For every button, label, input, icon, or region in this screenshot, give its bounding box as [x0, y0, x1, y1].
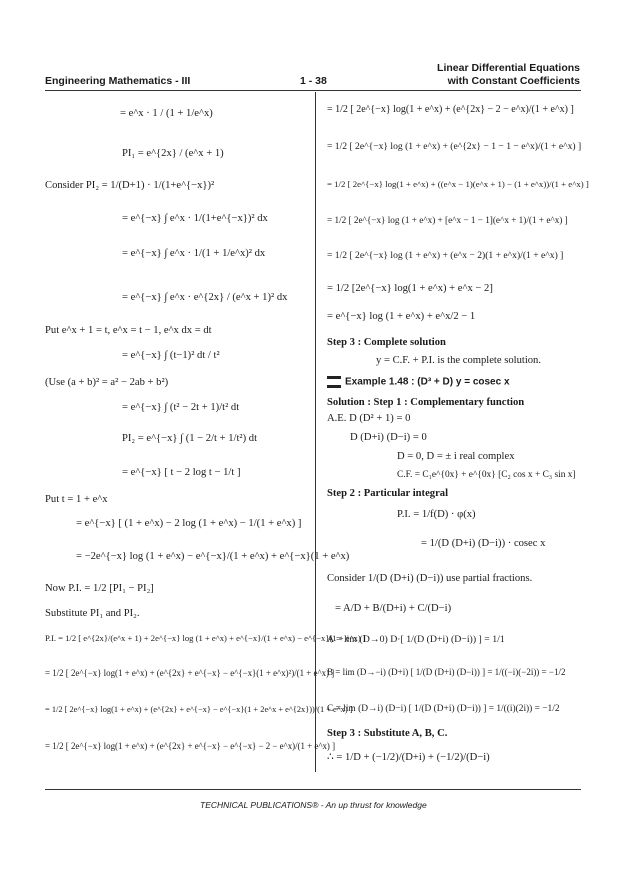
eq-line: = e^x · 1 / (1 + 1/e^x)	[120, 108, 213, 119]
footer-text: TECHNICAL PUBLICATIONS® - An up thrust for knowledge	[200, 800, 427, 810]
eq-line: = e^{−x} log (1 + e^x) + e^x/2 − 1	[327, 311, 476, 322]
eq-line: A.E. D (D² + 1) = 0	[327, 413, 411, 424]
eq-line: = e^{−x} [ (1 + e^x) − 2 log (1 + e^x) − 1/(1 + e^x) ]	[76, 518, 302, 529]
footer-rule	[45, 789, 581, 790]
eq-line: = 1/2 [ 2e^{−x} log (1 + e^x) + [e^x − 1 − 1](e^x + 1)/(1 + e^x) ]	[327, 215, 568, 225]
eq-line: A = lim (D→0) D·[ 1/(D (D+i) (D−i)) ] = 1/1	[327, 634, 505, 645]
eq-line: = e^{−x} ∫ (t² − 2t + 1)/t² dt	[122, 402, 240, 413]
eq-line: = −2e^{−x} log (1 + e^x) − e^{−x}/(1 + e^x) + e^{−x}(1 + e^x)	[76, 551, 350, 562]
eq-line: C = lim (D→i) (D−i) [ 1/(D (D+i) (D−i)) ] = 1/((i)(2i)) = −1/2	[327, 704, 560, 714]
step-heading: Step 2 : Particular integral	[327, 488, 449, 499]
eq-line: Now P.I. = 1/2 [PI₁ − PI₂]	[45, 583, 154, 594]
eq-line: ∴ = 1/D + (−1/2)/(D+i) + (−1/2)/(D−i)	[327, 752, 490, 763]
eq-line: = A/D + B/(D+i) + C/(D−i)	[335, 603, 452, 614]
eq-line: D = 0, D = ± i real complex	[397, 451, 515, 462]
arrow-icon	[327, 376, 341, 388]
header-rule	[45, 90, 581, 91]
running-header-right-line2: with Constant Coefficients	[447, 75, 580, 87]
eq-line: P.I. = 1/f(D) · φ(x)	[397, 509, 476, 520]
eq-line: y = C.F. + P.I. is the complete solution.	[376, 355, 542, 366]
eq-line: = 1/2 [ 2e^{−x} log(1 + e^x) + ((e^x − 1)(e^x + 1) − (1 + e^x))/(1 + e^x) ]	[327, 179, 589, 189]
eq-line: = 1/(D (D+i) (D−i)) · cosec x	[421, 538, 546, 549]
eq-line: = 1/2 [ 2e^{−x} log(1 + e^x) + (e^{2x} + e^{−x} − e^{−x}(1 + e^x)²)/(1 + e^x) ]	[45, 668, 335, 678]
eq-line: = 1/2 [2e^{−x} log(1 + e^x) + e^x − 2]	[327, 283, 493, 294]
eq-line: Put e^x + 1 = t, e^x = t − 1, e^x dx = dt	[45, 325, 212, 336]
eq-line: Consider 1/(D (D+i) (D−i)) use partial fractions.	[327, 573, 533, 584]
page-number: 1 - 38	[300, 75, 327, 87]
eq-line: = 1/2 [ 2e^{−x} log(1 + e^x) + (e^{2x} + e^{−x} − e^{−x} − 2 − e^x)/(1 + e^x) ]	[45, 741, 336, 751]
eq-line: (Use (a + b)² = a² − 2ab + b²)	[45, 377, 169, 388]
eq-line: PI₁ = e^{2x} / (e^x + 1)	[122, 148, 224, 159]
eq-line: = e^{−x} [ t − 2 log t − 1/t ]	[122, 467, 241, 478]
eq-line: Put t = 1 + e^x	[45, 494, 108, 505]
eq-line: B = lim (D→−i) (D+i) [ 1/(D (D+i) (D−i)) ] = 1/((−i)(−2i)) = −1/2	[327, 667, 566, 677]
eq-line: PI₂ = e^{−x} ∫ (1 − 2/t + 1/t²) dt	[122, 433, 258, 444]
running-header-right-line1: Linear Differential Equations	[437, 62, 580, 74]
eq-line: = e^{−x} ∫ e^x · 1/(1 + 1/e^x)² dx	[122, 248, 266, 259]
eq-line: D (D+i) (D−i) = 0	[350, 432, 427, 443]
running-header-left: Engineering Mathematics - III	[45, 75, 191, 87]
eq-line: = e^{−x} ∫ (t−1)² dt / t²	[122, 350, 220, 361]
solution-heading: Solution : Step 1 : Complementary function	[327, 397, 525, 408]
eq-line: Consider PI₂ = 1/(D+1) · 1/(1+e^{−x})²	[45, 180, 215, 191]
step-heading: Step 3 : Substitute A, B, C.	[327, 728, 448, 739]
eq-line: = 1/2 [ 2e^{−x} log (1 + e^x) + (e^{2x} − 1 − 1 − e^x)/(1 + e^x) ]	[327, 141, 582, 152]
step-heading: Step 3 : Complete solution	[327, 337, 446, 348]
eq-line: = e^{−x} ∫ e^x · e^{2x} / (e^x + 1)² dx	[122, 292, 288, 303]
eq-line: = 1/2 [ 2e^{−x} log(1 + e^x) + (e^{2x} + e^{−x} − e^{−x}(1 + 2e^x + e^{2x}))/(1 + e^x) ]	[45, 705, 353, 714]
eq-line: Substitute PI₁ and PI₂.	[45, 608, 140, 619]
eq-line: = e^{−x} ∫ e^x · 1/(1+e^{−x})² dx	[122, 213, 268, 224]
eq-line: P.I. = 1/2 [ e^{2x}/(e^x + 1) + 2e^{−x} log (1 + e^x) + e^{−x}/(1 + e^x) − e^{−x}(1 + e^x) ]	[45, 633, 366, 643]
eq-line: C.F. = C₁e^{0x} + e^{0x} [C₂ cos x + C₃ sin x]	[397, 470, 576, 480]
eq-line: = 1/2 [ 2e^{−x} log (1 + e^x) + (e^x − 2)(1 + e^x)/(1 + e^x) ]	[327, 250, 564, 261]
example-heading: Example 1.48 : (D³ + D) y = cosec x	[327, 376, 510, 388]
eq-line: = 1/2 [ 2e^{−x} log(1 + e^x) + (e^{2x} − 2 − e^x)/(1 + e^x) ]	[327, 104, 574, 115]
